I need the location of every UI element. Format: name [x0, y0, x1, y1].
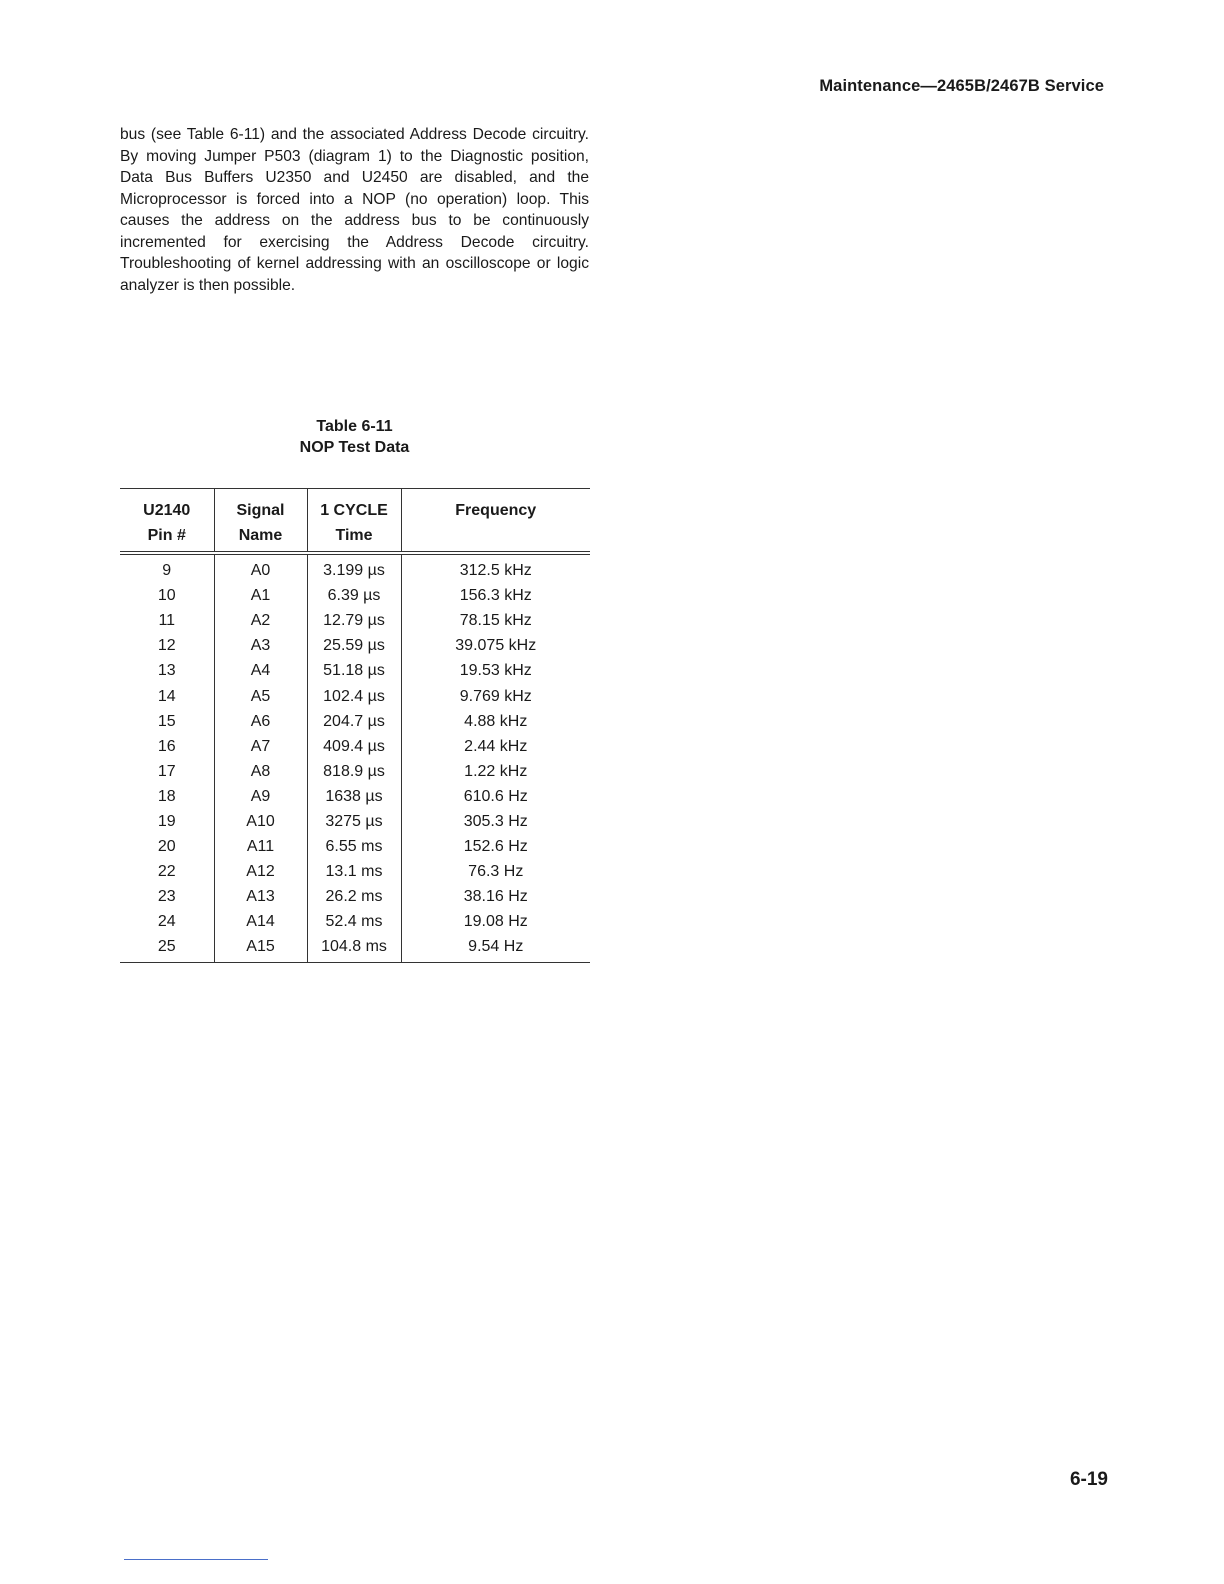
footer-rule [124, 1559, 268, 1560]
table-cell: 9.769 kHz [401, 683, 590, 708]
table-cell: 22 [157, 863, 176, 881]
table-cell: 6.39 µs [307, 583, 401, 608]
table-cell: 51.18 µs [307, 658, 401, 683]
table-cell: 52.4 ms [307, 909, 401, 934]
table-cell: 152.6 Hz [401, 834, 590, 859]
table-cell: 25.59 µs [307, 633, 401, 658]
table-label: Table 6-11 [316, 418, 393, 435]
table-title: NOP Test Data [299, 439, 410, 456]
body-paragraph: bus (see Table 6-11) and the associated Address Decode circuitry. By moving Jumper P503 (diagram 1) to the Diagnostic position, Data Bus Buffers U2350 and U2450 are disabled, and the Microprocessor is forced into a NOP (no operation) loop. This causes the address on the address bus to be continuously incremented for exercising the Address Decode circuitry. Troubleshooting of kernel addressing with an oscilloscope or logic analyzer is then possible. [120, 126, 589, 294]
header-line: 1 CYCLE [320, 502, 388, 519]
table-row [120, 859, 590, 884]
table-cell: 2.44 kHz [401, 734, 590, 759]
table-cell: 10 [157, 587, 176, 605]
table-cell: A8 [214, 759, 307, 784]
table-cell: 102.4 µs [307, 683, 401, 708]
table-cell: 25 [120, 934, 214, 962]
table-cell: 23 [157, 888, 176, 906]
header-line: Name [238, 527, 283, 544]
table-cell: 4.88 kHz [401, 709, 590, 734]
table-row [120, 734, 590, 759]
table-cell: 104.8 ms [307, 934, 401, 962]
table-cell: 78.15 kHz [401, 608, 590, 633]
table-cell: A5 [214, 683, 307, 708]
header-cycle-time [307, 489, 401, 554]
header-u2140-pin [120, 489, 214, 554]
table-cell: 12 [157, 637, 176, 655]
page-number: 6-19 [1069, 1469, 1108, 1490]
table-cell: 17 [157, 762, 176, 780]
table-cell: 610.6 Hz [401, 784, 590, 809]
table-cell: 9 [162, 562, 172, 580]
table-row [120, 759, 590, 784]
table-cell: 19.53 kHz [401, 658, 590, 683]
table-cell: 19.08 Hz [401, 909, 590, 934]
table-cell: 18 [157, 787, 176, 805]
table-row [120, 683, 590, 708]
header-frequency [401, 489, 590, 554]
header-signal-name [214, 489, 307, 554]
table-header-row [120, 489, 590, 554]
table-cell: 15 [157, 712, 176, 730]
table-cell: A10 [214, 809, 307, 834]
table-cell: A15 [214, 934, 307, 962]
table-cell: 818.9 µs [307, 759, 401, 784]
table-row [120, 583, 590, 608]
table-cell: 76.3 Hz [401, 859, 590, 884]
header-line: Pin # [147, 527, 186, 544]
table-cell: 6.55 ms [307, 834, 401, 859]
table-cell: 409.4 µs [307, 734, 401, 759]
table-cell: 16 [157, 737, 176, 755]
table-row [120, 909, 590, 934]
table-row [120, 658, 590, 683]
table-row [120, 709, 590, 734]
table-cell: 19 [157, 812, 176, 830]
table-cell: 204.7 µs [307, 709, 401, 734]
table-cell: 20 [157, 838, 176, 856]
table-row [120, 553, 590, 583]
table-cell: 305.3 Hz [401, 809, 590, 834]
table-cell: 39.075 kHz [401, 633, 590, 658]
table-cell: 14 [157, 687, 176, 705]
table-row [120, 884, 590, 909]
table-cell: 24 [157, 913, 176, 931]
table-cell: A3 [214, 633, 307, 658]
table-cell: A1 [214, 583, 307, 608]
table-cell: 312.5 kHz [401, 553, 590, 583]
table-cell: A14 [214, 909, 307, 934]
table-cell: 1.22 kHz [401, 759, 590, 784]
table-cell: A4 [214, 658, 307, 683]
table-cell: A0 [214, 553, 307, 583]
table-cell: 38.16 Hz [401, 884, 590, 909]
table-row [120, 784, 590, 809]
table-cell: 3.199 µs [307, 553, 401, 583]
header-line: Signal [236, 502, 285, 519]
table-row [120, 934, 590, 962]
table-cell: 12.79 µs [307, 608, 401, 633]
header-line: Frequency [455, 502, 537, 519]
header-line: U2140 [143, 502, 191, 519]
table-cell: A13 [214, 884, 307, 909]
table-row [120, 608, 590, 633]
table-cell: 3275 µs [307, 809, 401, 834]
table-cell: 156.3 kHz [401, 583, 590, 608]
table-row [120, 633, 590, 658]
table-row [120, 834, 590, 859]
table-body [120, 553, 590, 962]
table-cell: 11 [158, 612, 176, 630]
table-caption [120, 416, 589, 458]
table-cell: A12 [214, 859, 307, 884]
table-cell: A2 [214, 608, 307, 633]
header-line: Time [335, 527, 373, 544]
table-row [120, 809, 590, 834]
table-cell: A9 [214, 784, 307, 809]
running-header: Maintenance—2465B/2467B Service [819, 77, 1104, 95]
table-cell: 1638 µs [307, 784, 401, 809]
table-cell: A7 [214, 734, 307, 759]
table-cell: 13 [157, 662, 176, 680]
table-cell: A11 [214, 834, 307, 859]
table-cell: A6 [214, 709, 307, 734]
table-cell: 26.2 ms [307, 884, 401, 909]
table-cell: 13.1 ms [307, 859, 401, 884]
table-cell: 9.54 Hz [401, 934, 590, 962]
nop-test-data-table [120, 488, 590, 963]
